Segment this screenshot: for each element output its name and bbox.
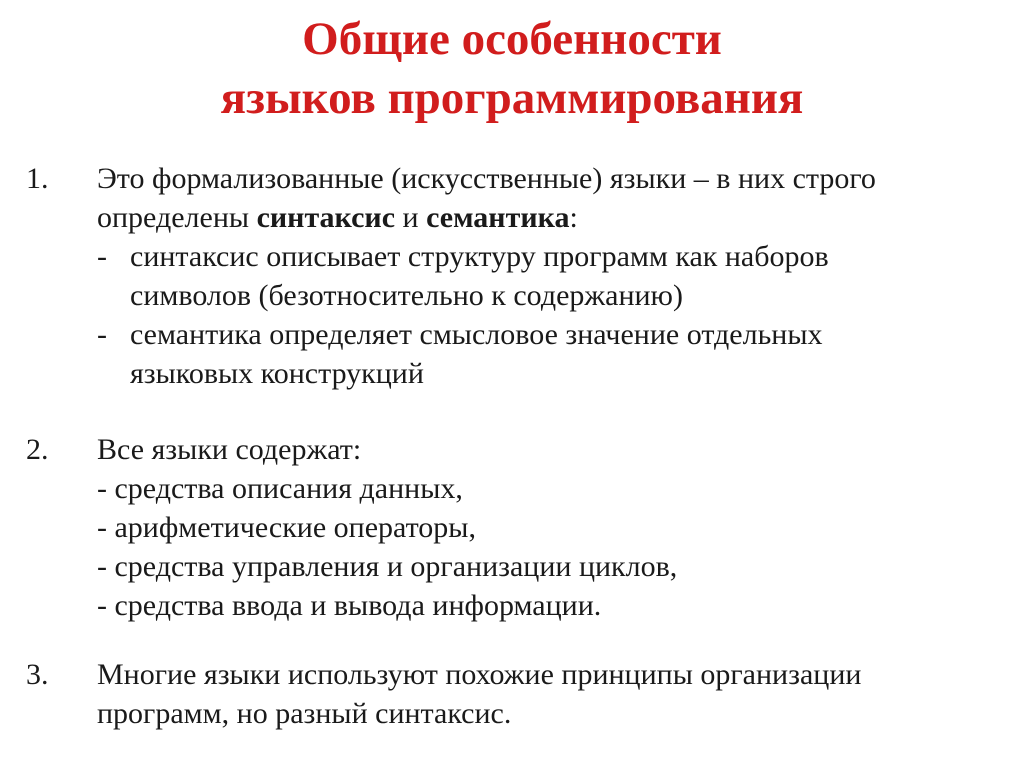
sub-point bbox=[97, 315, 997, 393]
item-text-line: Многие языки используют похожие принципы организации bbox=[97, 658, 862, 691]
title-line-1: Общие особенности bbox=[302, 13, 722, 65]
item-text-line: Все языки содержат: bbox=[97, 433, 362, 466]
sub-point-line: языковых конструкций bbox=[130, 357, 424, 390]
item-number: 3. bbox=[26, 658, 49, 691]
list-entry: - арифметические операторы, bbox=[97, 511, 476, 544]
item-text-line: Это формализованные (искусственные) языки – в них строго bbox=[97, 162, 876, 195]
sub-point-text bbox=[130, 237, 829, 315]
list-entry: - средства ввода и вывода информации. bbox=[97, 589, 602, 622]
item-text-line: программ, но разный синтаксис. bbox=[97, 697, 512, 730]
sub-point bbox=[97, 237, 997, 315]
item-body bbox=[97, 430, 997, 625]
item-number: 1. bbox=[26, 162, 49, 195]
sub-point-text bbox=[130, 315, 823, 393]
item-number: 2. bbox=[26, 433, 49, 466]
item-text-line bbox=[97, 198, 997, 237]
dash-marker: - bbox=[97, 240, 107, 273]
sub-point-line: синтаксис описывает структуру программ как наборов bbox=[130, 240, 829, 273]
text-fragment: : bbox=[569, 201, 578, 234]
text-fragment: и bbox=[395, 201, 427, 234]
term-semantics: семантика bbox=[426, 201, 570, 234]
item-body bbox=[97, 655, 997, 733]
sub-point-line: семантика определяет смысловое значение отдельных bbox=[130, 318, 823, 351]
title-line-2: языков программирования bbox=[220, 72, 804, 124]
list-entry: - средства описания данных, bbox=[97, 472, 463, 505]
text-fragment: определены bbox=[97, 201, 257, 234]
item-body bbox=[97, 159, 997, 393]
term-syntax: синтаксис bbox=[256, 201, 396, 234]
list-entry: - средства управления и организации циклов, bbox=[97, 550, 678, 583]
dash-marker: - bbox=[97, 318, 107, 351]
sub-point-line: символов (безотносительно к содержанию) bbox=[130, 279, 683, 312]
slide-title bbox=[0, 10, 1024, 128]
